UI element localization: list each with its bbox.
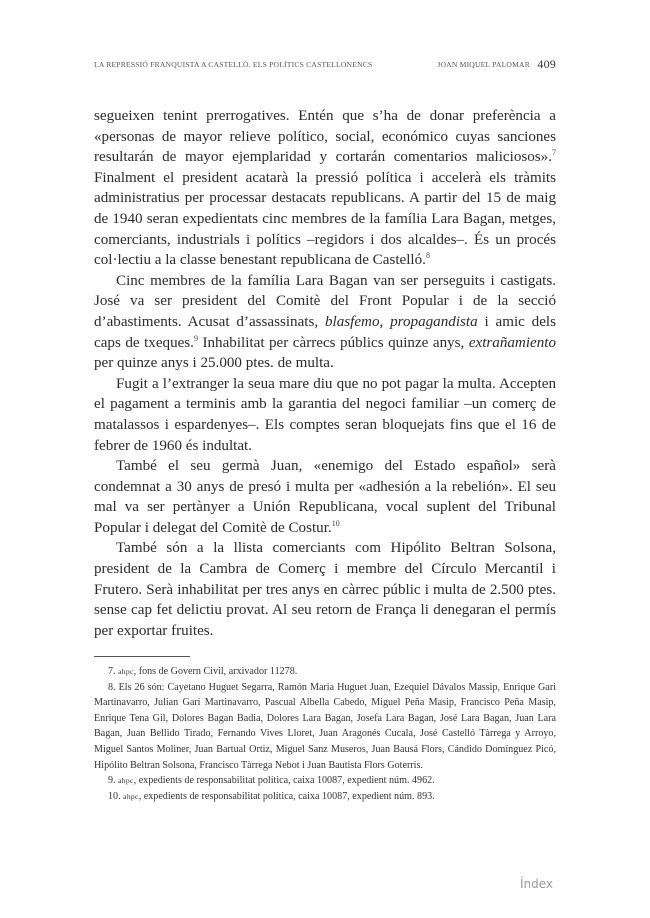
footnotes [94, 664, 556, 804]
footnote-ref-7[interactable]: 7 [552, 148, 556, 158]
footnote-10: 10. ahpc, expedients de responsabilitat política, caixa 10087, expedient núm. 893. [108, 790, 435, 802]
paragraph-3: Fugit a l’extranger la seua mare diu que no pot pagar la multa. Accepten el pagament a terminis amb la garantia del negoci familiar –un comerç de matalassos i espardenyes–. Els comptes seran bloquejats fins que el 16 de febrer de 1960 és indultat. [94, 375, 556, 454]
footnote-8: 8. Els 26 són: Cayetano Huguet Segarra, Ramón Maria Huguet Juan, Ezequiel Dávalos Massip, Enrique Gari Martinavarro, Julian Gari Martinavarro, Pascual Albella Cabedo, Miguel Peña Masip, Francisco Peña Masip, Enrique Tena Gil, Dolores Bagan Badia, Dolores Lara Bagan, Josefa Lara Bagan, José Lara Bagan, Juan Lara Bagan, Juan Bellido Tirado, Fernando Vives Lloret, Juan Aragonés Cucala, José Castelló Tàrrega y Arroyo, Miguel Santos Moliner, Juan Bartual Ortiz, Miguel Sanz Museros, Juan Bausá Flors, Cándido Domínguez Picó, Hipólito Beltran Solsona, Francisco Tàrrega Nebot i Juan Bautista Flors Goterris. [94, 681, 556, 771]
footnote-divider [94, 656, 190, 657]
footnote-ref-9[interactable]: 9 [193, 333, 198, 343]
footnote-9: 9. ahpc, expedients de responsabilitat política, caixa 10087, expedient núm. 4962. [108, 775, 435, 787]
paragraph-5: També són a la llista comerciants com Hipólito Beltran Solsona, president de la Cambra de Comerç i membre del Círculo Mercantil i Frutero. Serà inhabilitat per tres anys en càrrec públic i multa de 2.500 ptes. sense cap fet delictiu provat. Al seu retorn de França li denegaran el permís per exportar fruites. [94, 540, 556, 639]
footnote-7: 7. ahpc, fons de Govern Civil, arxivador 11278. [108, 666, 298, 677]
footnote-ref-10[interactable]: 10 [331, 518, 340, 528]
footnote-ref-8[interactable]: 8 [425, 251, 430, 261]
paragraph-2: Cinc membres de la família Lara Bagan van ser perseguits i castigats. José va ser president del Comitè del Front Popular i de la secció d’abastiments. Acusat d’assassinats, blasfemo, propagandista i amic dels caps de txeques.$^9$ Inhabilitat per càrrecs públics quinze anys, extrañamiento per quinze anys i 25.000 ptes. de multa. [94, 272, 557, 372]
index-link[interactable]: Índex [520, 877, 554, 891]
running-author: JOAN MIQUEL PALOMAR [437, 60, 530, 69]
running-title: LA REPRESSIÓ FRANQUISTA A CASTELLÓ. ELS POLÍTICS CASTELLONENCS [94, 60, 373, 69]
body-text [94, 106, 556, 641]
page-number: 409 [537, 57, 556, 71]
paragraph-1: segueixen tenint prerrogatives. Entén que s’ha de donar preferència a «personas de mayor relieve político, social, económico cuyas sanciones resultarán de mayor ejemplaridad y cortarán comentarios maliciosos».$^7$ Finalment el president acatarà la pressió política i accelerà els tràmits administratius per processar destacats republicans. A partir del 15 de maig de 1940 seran expedientats cinc membres de la família Lara Bagan, metges, comerciants, industrials i polítics –regidors i dos alcaldes–. És un procés col·lectiu a la classe benestant republicana de Castelló.$^8$ [94, 108, 556, 269]
paragraph-4: També el seu germà Juan, «enemigo del Estado español» serà condemnat a 30 anys de presó i multa per «adhesión a la rebelión». El seu mal va ser pertànyer a Unión Republicana, vocal suplent del Tribunal Popular i delegat del Comitè de Costur.$^{10}$ [94, 458, 556, 536]
running-header [94, 58, 556, 72]
